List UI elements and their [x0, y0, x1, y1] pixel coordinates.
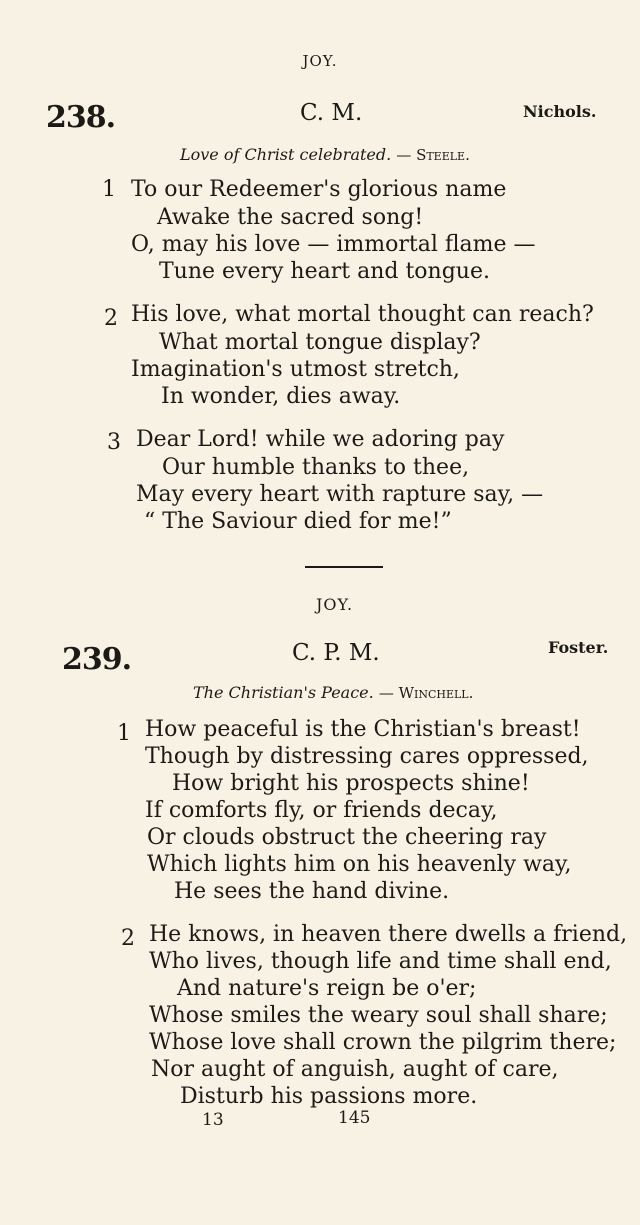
- hymn-238-s2-line-3: Imagination's utmost stretch,: [131, 357, 460, 382]
- hymn-239-s1-line-6: Which lights him on his heavenly way,: [147, 852, 572, 877]
- hymn-239-s2-line-1: He knows, in heaven there dwells a friend,: [149, 922, 628, 947]
- hymn-239-stanza-2-number: 2: [121, 926, 135, 951]
- hymn-239-number: 239.: [62, 642, 132, 677]
- hymn-239-tune: Foster.: [548, 638, 609, 657]
- hymn-239-stanza-1-number: 1: [117, 721, 131, 746]
- hymn-239-s1-line-4: If comforts fly, or friends decay,: [145, 798, 498, 823]
- hymn-239-meter: C. P. M.: [292, 640, 380, 666]
- hymn-238-stanza-2-number: 2: [104, 306, 118, 331]
- hymn-238-s2-line-4: In wonder, dies away.: [161, 384, 401, 409]
- hymn-238-s1-line-4: Tune every heart and tongue.: [159, 259, 490, 284]
- hymn-238-s2-line-1: His love, what mortal thought can reach?: [131, 302, 594, 327]
- hymn-239-s2-line-4: Whose smiles the weary soul shall share;: [149, 1003, 608, 1028]
- hymn-239-s2-line-2: Who lives, though life and time shall end,: [149, 949, 612, 974]
- hymn-238-subtitle: [180, 145, 470, 164]
- signature-mark: 13: [202, 1110, 224, 1130]
- page-number: 145: [338, 1108, 371, 1128]
- hymn-238-s3-line-1: Dear Lord! while we adoring pay: [136, 427, 505, 452]
- section-divider: [305, 566, 383, 568]
- hymn-239-subtitle-text: The Christian's Peace.: [193, 683, 374, 702]
- hymn-239-subtitle: [193, 683, 473, 702]
- hymn-239-s1-line-1: How peaceful is the Christian's breast!: [145, 717, 581, 742]
- hymn-238-s3-line-4: “ The Saviour died for me!”: [144, 509, 452, 534]
- hymn-239-s2-line-7: Disturb his passions more.: [180, 1084, 478, 1109]
- hymn-238-s3-line-3: May every heart with rapture say, —: [136, 482, 544, 507]
- hymn-238-stanza-1-number: 1: [102, 177, 116, 202]
- hymn-239-author: — Winchell.: [378, 684, 474, 702]
- hymn-239-s1-line-7: He sees the hand divine.: [174, 879, 450, 904]
- running-head: JOY.: [302, 52, 338, 70]
- hymn-238-author: — Steele.: [396, 146, 470, 164]
- hymn-239-s1-line-2: Though by distressing cares oppressed,: [145, 744, 589, 769]
- hymn-238-s3-line-2: Our humble thanks to thee,: [162, 455, 470, 480]
- hymn-238-stanza-3-number: 3: [107, 430, 121, 455]
- hymn-238-number: 238.: [46, 100, 116, 135]
- hymn-239-s1-line-3: How bright his prospects shine!: [172, 771, 530, 796]
- hymn-238-s1-line-3: O, may his love — immortal flame —: [131, 232, 536, 257]
- hymn-239-s1-line-5: Or clouds obstruct the cheering ray: [147, 825, 547, 850]
- hymn-239-s2-line-5: Whose love shall crown the pilgrim there;: [149, 1030, 617, 1055]
- hymn-238-s1-line-1: To our Redeemer's glorious name: [131, 177, 507, 202]
- hymn-238-tune: Nichols.: [523, 102, 597, 121]
- hymn-238-meter: C. M.: [300, 100, 363, 126]
- hymn-239-s2-line-6: Nor aught of anguish, aught of care,: [151, 1057, 559, 1082]
- hymn-238-s1-line-2: Awake the sacred song!: [157, 205, 424, 230]
- section-title: JOY.: [316, 595, 354, 614]
- hymn-238-subtitle-text: Love of Christ celebrated.: [180, 145, 392, 164]
- hymn-239-s2-line-3: And nature's reign be o'er;: [177, 976, 477, 1001]
- hymn-238-s2-line-2: What mortal tongue display?: [159, 330, 481, 355]
